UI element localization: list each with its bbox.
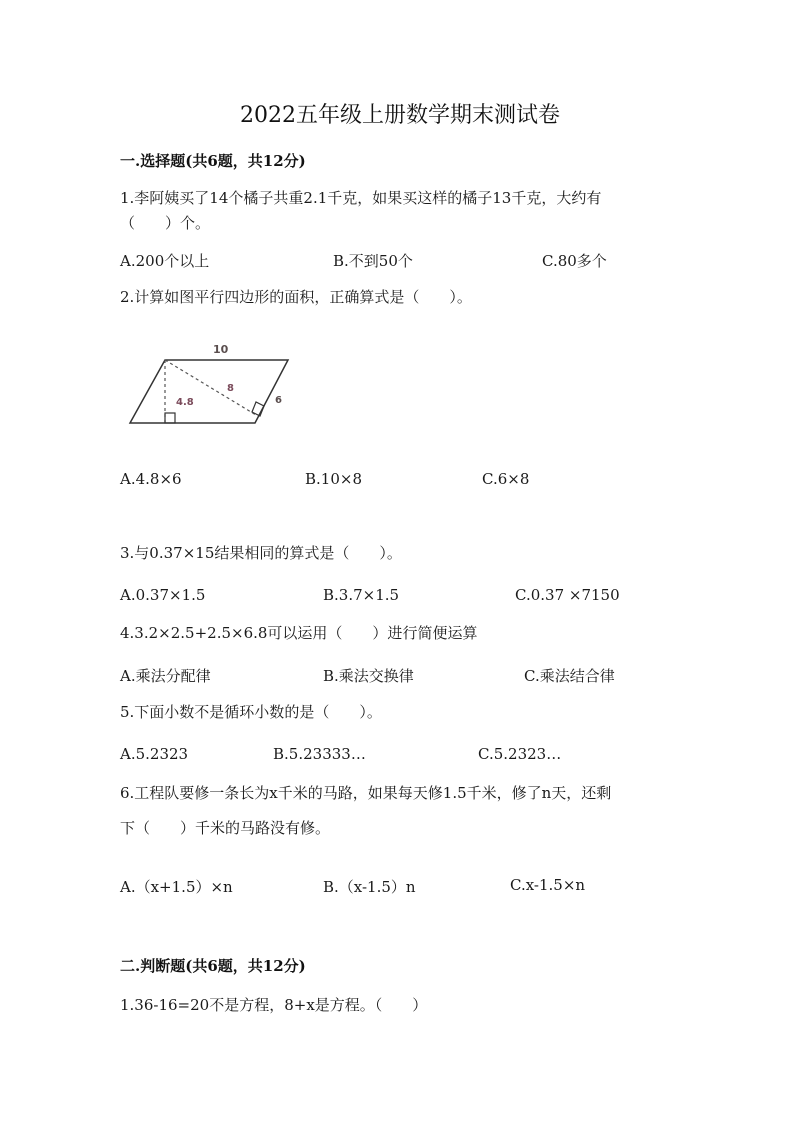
question-1-line1: 1.李阿姨买了14个橘子共重2.1千克，如果买这样的橘子13千克，大约有	[120, 189, 602, 207]
question-3-option-b: B.3.7×1.5	[323, 586, 400, 604]
section-heading-judgment: 二.判断题(共6题，共12分)	[120, 957, 306, 975]
page-title: 2022五年级上册数学期末测试卷	[240, 103, 560, 128]
question-6-line2: 下（ ）千米的马路没有修。	[120, 819, 331, 837]
question-1-line2: （ ）个。	[120, 214, 211, 232]
question-2-option-c: C.6×8	[482, 470, 530, 488]
section-heading-choice: 一.选择题(共6题，共12分)	[120, 152, 306, 170]
question-4-option-a: A.乘法分配律	[120, 667, 211, 685]
question-3-option-a: A.0.37×1.5	[120, 586, 206, 604]
label-height: 4.8	[176, 397, 194, 408]
height-right-angle	[165, 413, 175, 423]
label-diagonal: 8	[227, 383, 234, 394]
judgment-question-1: 1.36-16=20不是方程，8+x是方程。（ ）	[120, 996, 428, 1014]
parallelogram-outline	[130, 360, 288, 423]
label-side: 6	[275, 395, 282, 406]
question-6-option-a: A.（x+1.5）×n	[120, 878, 233, 896]
question-2-option-b: B.10×8	[305, 470, 362, 488]
question-4-line1: 4.3.2×2.5+2.5×6.8可以运用（ ）进行简便运算	[120, 624, 478, 642]
question-5-option-c: C.5.2323…	[478, 745, 562, 763]
parallelogram-figure	[125, 335, 300, 430]
question-5-line1: 5.下面小数不是循环小数的是（ ）。	[120, 703, 382, 721]
question-1-option-c: C.80多个	[542, 252, 607, 270]
question-2-option-a: A.4.8×6	[120, 470, 182, 488]
question-6-option-b: B.（x-1.5）n	[323, 878, 416, 896]
question-5-option-a: A.5.2323	[120, 745, 189, 763]
question-3-line1: 3.与0.37×15结果相同的算式是（ ）。	[120, 544, 402, 562]
question-6-line1: 6.工程队要修一条长为x千米的马路，如果每天修1.5千米，修了n天，还剩	[120, 784, 612, 802]
question-4-option-b: B.乘法交换律	[323, 667, 414, 685]
question-6-option-c: C.x-1.5×n	[510, 876, 586, 894]
label-top: 10	[213, 343, 229, 356]
question-5-option-b: B.5.23333…	[273, 745, 366, 763]
question-3-option-c: C.0.37 ×7150	[515, 586, 620, 604]
question-1-option-a: A.200个以上	[120, 252, 210, 270]
question-1-option-b: B.不到50个	[333, 252, 413, 270]
question-4-option-c: C.乘法结合律	[524, 667, 615, 685]
question-2-line1: 2.计算如图平行四边形的面积，正确算式是（ ）。	[120, 288, 472, 306]
